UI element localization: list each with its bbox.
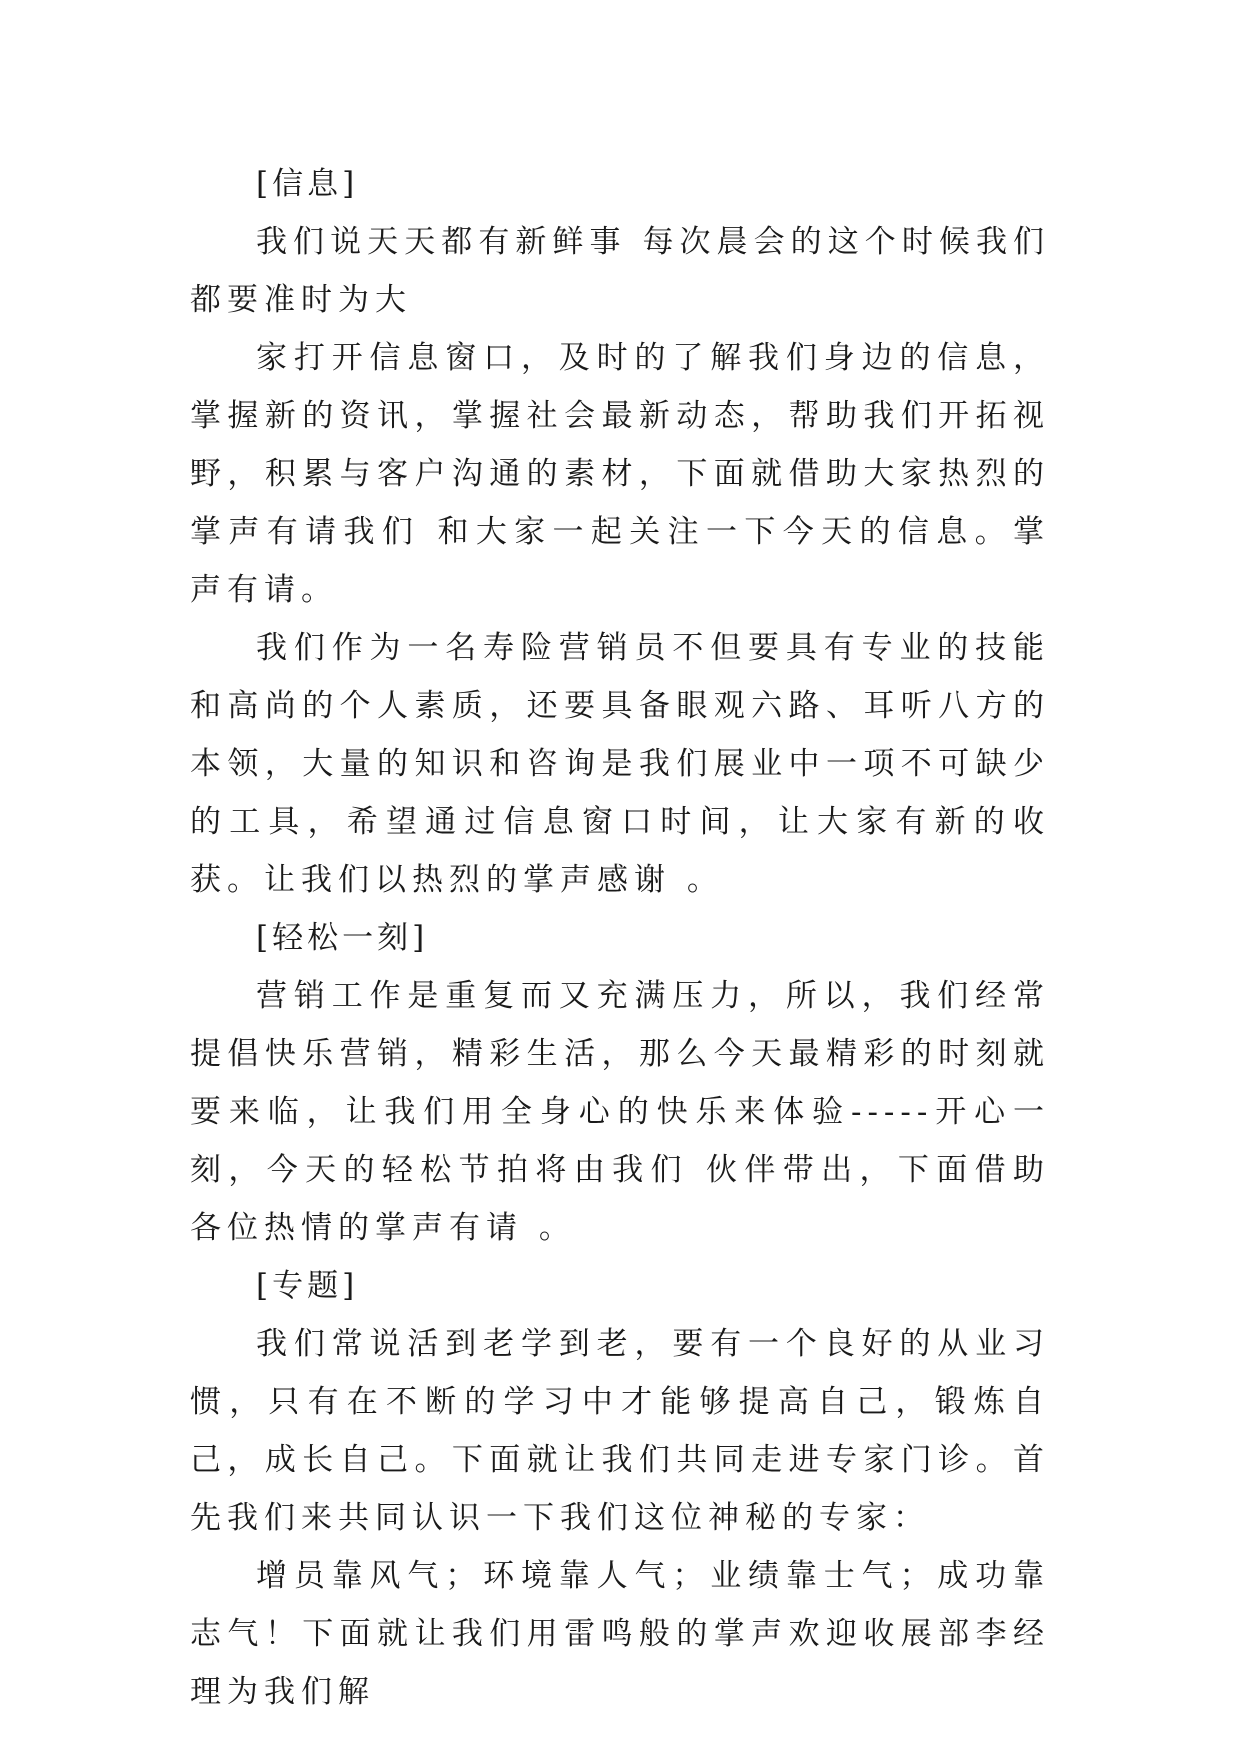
paragraph: 增员靠风气；环境靠人气；业绩靠士气；成功靠志气！下面就让我们用雷鸣般的掌声欢迎收展部李经理为我们解: [190, 1558, 1050, 1710]
paragraph: 我们常说活到老学到老，要有一个良好的从业习惯，只有在不断的学习中才能够提高自己，锻炼自己，成长自己。下面就让我们共同走进专家门诊。首先我们来共同认识一下我们这位神秘的专家：: [190, 1326, 1050, 1536]
paragraph: 家打开信息窗口，及时的了解我们身边的信息，掌握新的资讯，掌握社会最新动态，帮助我们开拓视野，积累与客户沟通的素材，下面就借助大家热烈的掌声有请我们 和大家一起关注一下今天的信息。掌声有请。: [190, 340, 1050, 608]
document-body: [190, 155, 1050, 1721]
section-heading-info: [信息]: [256, 166, 359, 202]
section-heading-relax: [轻松一刻]: [256, 920, 429, 956]
section-heading-topic: [专题]: [256, 1268, 359, 1304]
paragraph: 我们作为一名寿险营销员不但要具有专业的技能和高尚的个人素质，还要具备眼观六路、耳听八方的本领，大量的知识和咨询是我们展业中一项不可缺少的工具，希望通过信息窗口时间，让大家有新的收获。让我们以热烈的掌声感谢 。: [190, 630, 1050, 898]
paragraph: 我们说天天都有新鲜事 每次晨会的这个时候我们都要准时为大: [190, 224, 1050, 318]
paragraph: 营销工作是重复而又充满压力，所以，我们经常提倡快乐营销，精彩生活，那么今天最精彩的时刻就要来临，让我们用全身心的快乐来体验-----开心一刻，今天的轻松节拍将由我们 伙伴带出，下面借助各位热情的掌声有请 。: [190, 978, 1050, 1246]
